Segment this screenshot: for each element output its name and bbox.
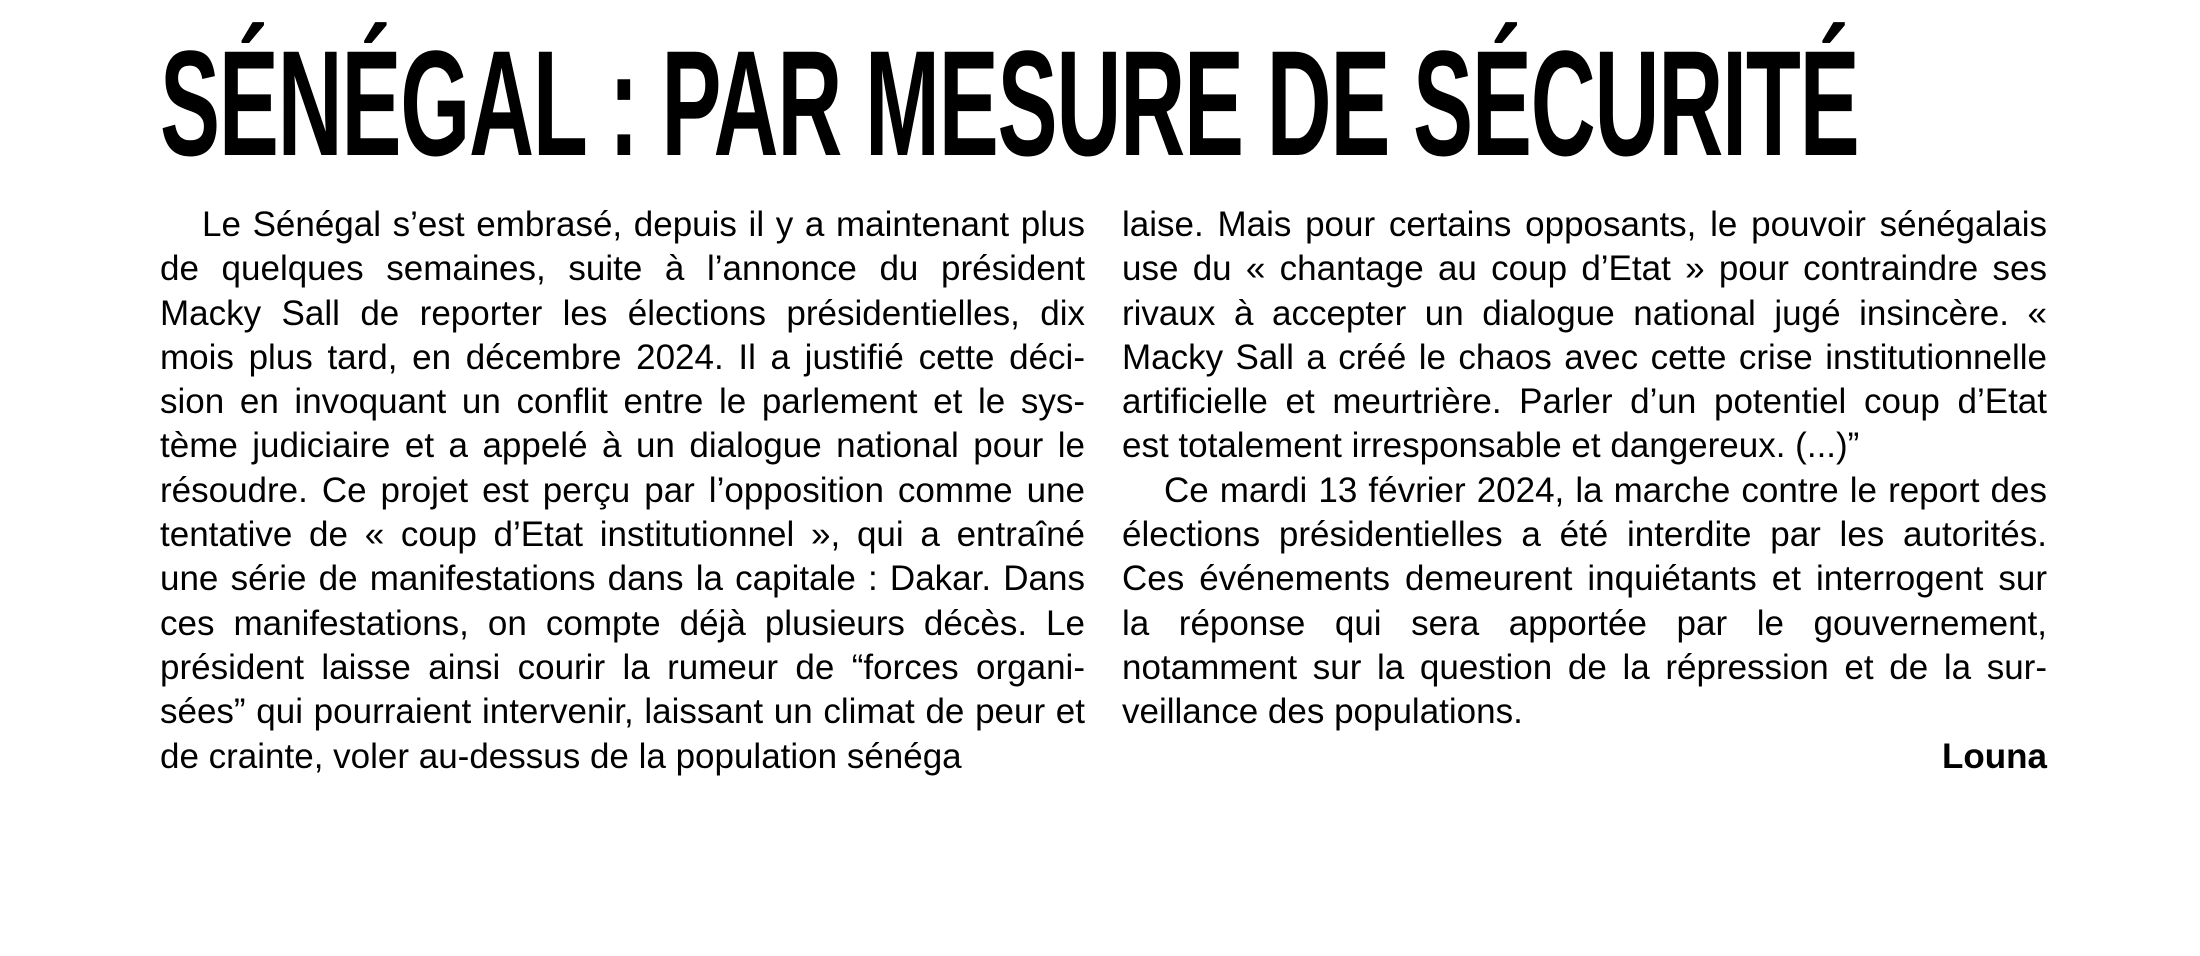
article-paragraph-2: Ce mardi 13 février 2024, la marche contre le report des élections présidentielles a été interdite par les autorités. Ces événements demeurent inquiétants et interrogent sur la réponse qui sera apportée par le gouvernement, notamment sur la question de la répression et de la surveillance des populations. bbox=[1122, 470, 2047, 732]
article-column-left bbox=[160, 203, 1085, 779]
article-headline: SÉNÉGAL : PAR MESURE DE SÉCURITÉ bbox=[160, 19, 1859, 187]
article-paragraph-1: Le Sénégal s’est embrasé, depuis il y a maintenant plus de quelques semaines, suite à l’annonce du président Macky Sall de reporter les élections présidentielles, dix mois plus tard, en décembre 2024. Il a justifié cette décision en invoquant un conflit entre le parlement et le système judiciaire et a appelé à un dialogue national pour le résoudre. Ce projet est perçu par l’opposition comme une tentative de « coup d’Etat institutionnel », qui a entraîné une série de manifestations dans la capitale : Dakar. Dans ces manifestations, on compte déjà plusieurs décès. Le président laisse ainsi courir la rumeur de “forces organisées” qui pourraient intervenir, laissant un climat de peur et de crainte, voler au-dessus de la population sénéga bbox=[160, 205, 1085, 776]
article-column-right bbox=[1122, 203, 2047, 779]
article-paragraph-1-continued: laise. Mais pour certains opposants, le pouvoir sénégalais use du « chantage au coup d’Etat » pour contraindre ses rivaux à accepter un dialogue national jugé insincère. « Macky Sall a créé le chaos avec cette crise institutionnelle artificielle et meurtrière. Parler d’un potentiel coup d’Etat est totalement irresponsable et dangereux. (...)” bbox=[1122, 205, 2047, 466]
author-signature: Louna bbox=[1942, 736, 2047, 776]
